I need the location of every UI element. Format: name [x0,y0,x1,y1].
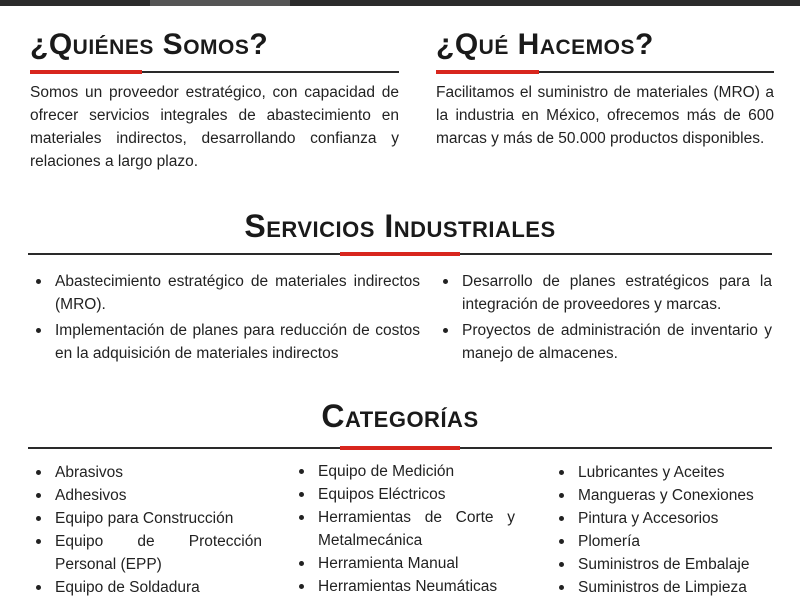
bullet-icon [299,561,304,566]
categorias-title: Categorías [321,398,479,434]
list-item: Desarrollo de planes estratégicos para la integración de proveedores y marcas. [437,270,772,316]
list-item: Equipos Eléctricos [293,483,515,506]
bullet-icon [36,470,41,475]
list-item: Abrasivos [30,461,262,484]
list-item: Equipo de Protección Personal (EPP) [30,530,262,576]
bullet-icon [559,516,564,521]
bullet-icon [36,539,41,544]
list-item: Herramientas Neumáticas [293,575,515,598]
list-item: Equipo de Soldadura [30,576,262,599]
list-item: Lubricantes y Aceites [553,461,778,484]
bullet-icon [559,493,564,498]
list-item: Plomería [553,530,778,553]
bullet-icon [443,328,448,333]
list-item: Proyectos de administración de inventario y manejo de almacenes. [437,319,772,365]
list-item: Adhesivos [30,484,262,507]
bullet-icon [559,585,564,590]
list-item: Pintura y Accesorios [553,507,778,530]
list-item: Mangueras y Conexiones [553,484,778,507]
bullet-icon [36,516,41,521]
quienes-somos-text: Somos un proveedor estratégico, con capacidad de ofrecer servicios integrales de abastecimiento en materiales indirectos, desarrollando confianza y relaciones a largo plazo. [30,84,399,170]
categorias-rule [28,447,772,449]
bullet-icon [559,539,564,544]
bullet-icon [36,279,41,284]
bullet-icon [299,515,304,520]
list-item: Suministros de Limpieza [553,576,778,599]
bullet-icon [36,328,41,333]
bullet-icon [443,279,448,284]
list-item: Equipo de Medición [293,460,515,483]
bullet-icon [299,584,304,589]
servicios-title: Servicios Industriales [244,208,556,244]
bullet-icon [36,493,41,498]
quienes-somos-title: ¿Quiénes Somos? [30,28,269,61]
categorias-col1 [30,461,262,599]
bullet-icon [36,585,41,590]
categorias-col2 [293,460,515,598]
que-hacemos-title: ¿Qué Hacemos? [436,28,654,61]
list-item: Implementación de planes para reducción de costos en la adquisición de materiales indirectos [30,319,420,365]
servicios-left-list [30,270,420,368]
servicios-rule [28,253,772,255]
bullet-icon [559,562,564,567]
quienes-somos-rule [30,71,399,73]
que-hacemos-rule [436,71,774,73]
list-item: Abastecimiento estratégico de materiales indirectos (MRO). [30,270,420,316]
bullet-icon [299,469,304,474]
quienes-somos-section [30,30,399,173]
list-item: Equipo para Construcción [30,507,262,530]
servicios-right-list [437,270,772,368]
que-hacemos-section [436,30,774,150]
que-hacemos-text: Facilitamos el suministro de materiales (MRO) a la industria en México, ofrecemos más de 600 marcas y más de 50.000 productos disponibles. [436,84,774,147]
list-item: Herramientas de Corte y Metalmecánica [293,506,515,552]
bullet-icon [559,470,564,475]
list-item: Herramienta Manual [293,552,515,575]
list-item: Suministros de Embalaje [553,553,778,576]
bullet-icon [299,492,304,497]
categorias-col3 [553,461,778,599]
header-image-strip [0,0,800,6]
